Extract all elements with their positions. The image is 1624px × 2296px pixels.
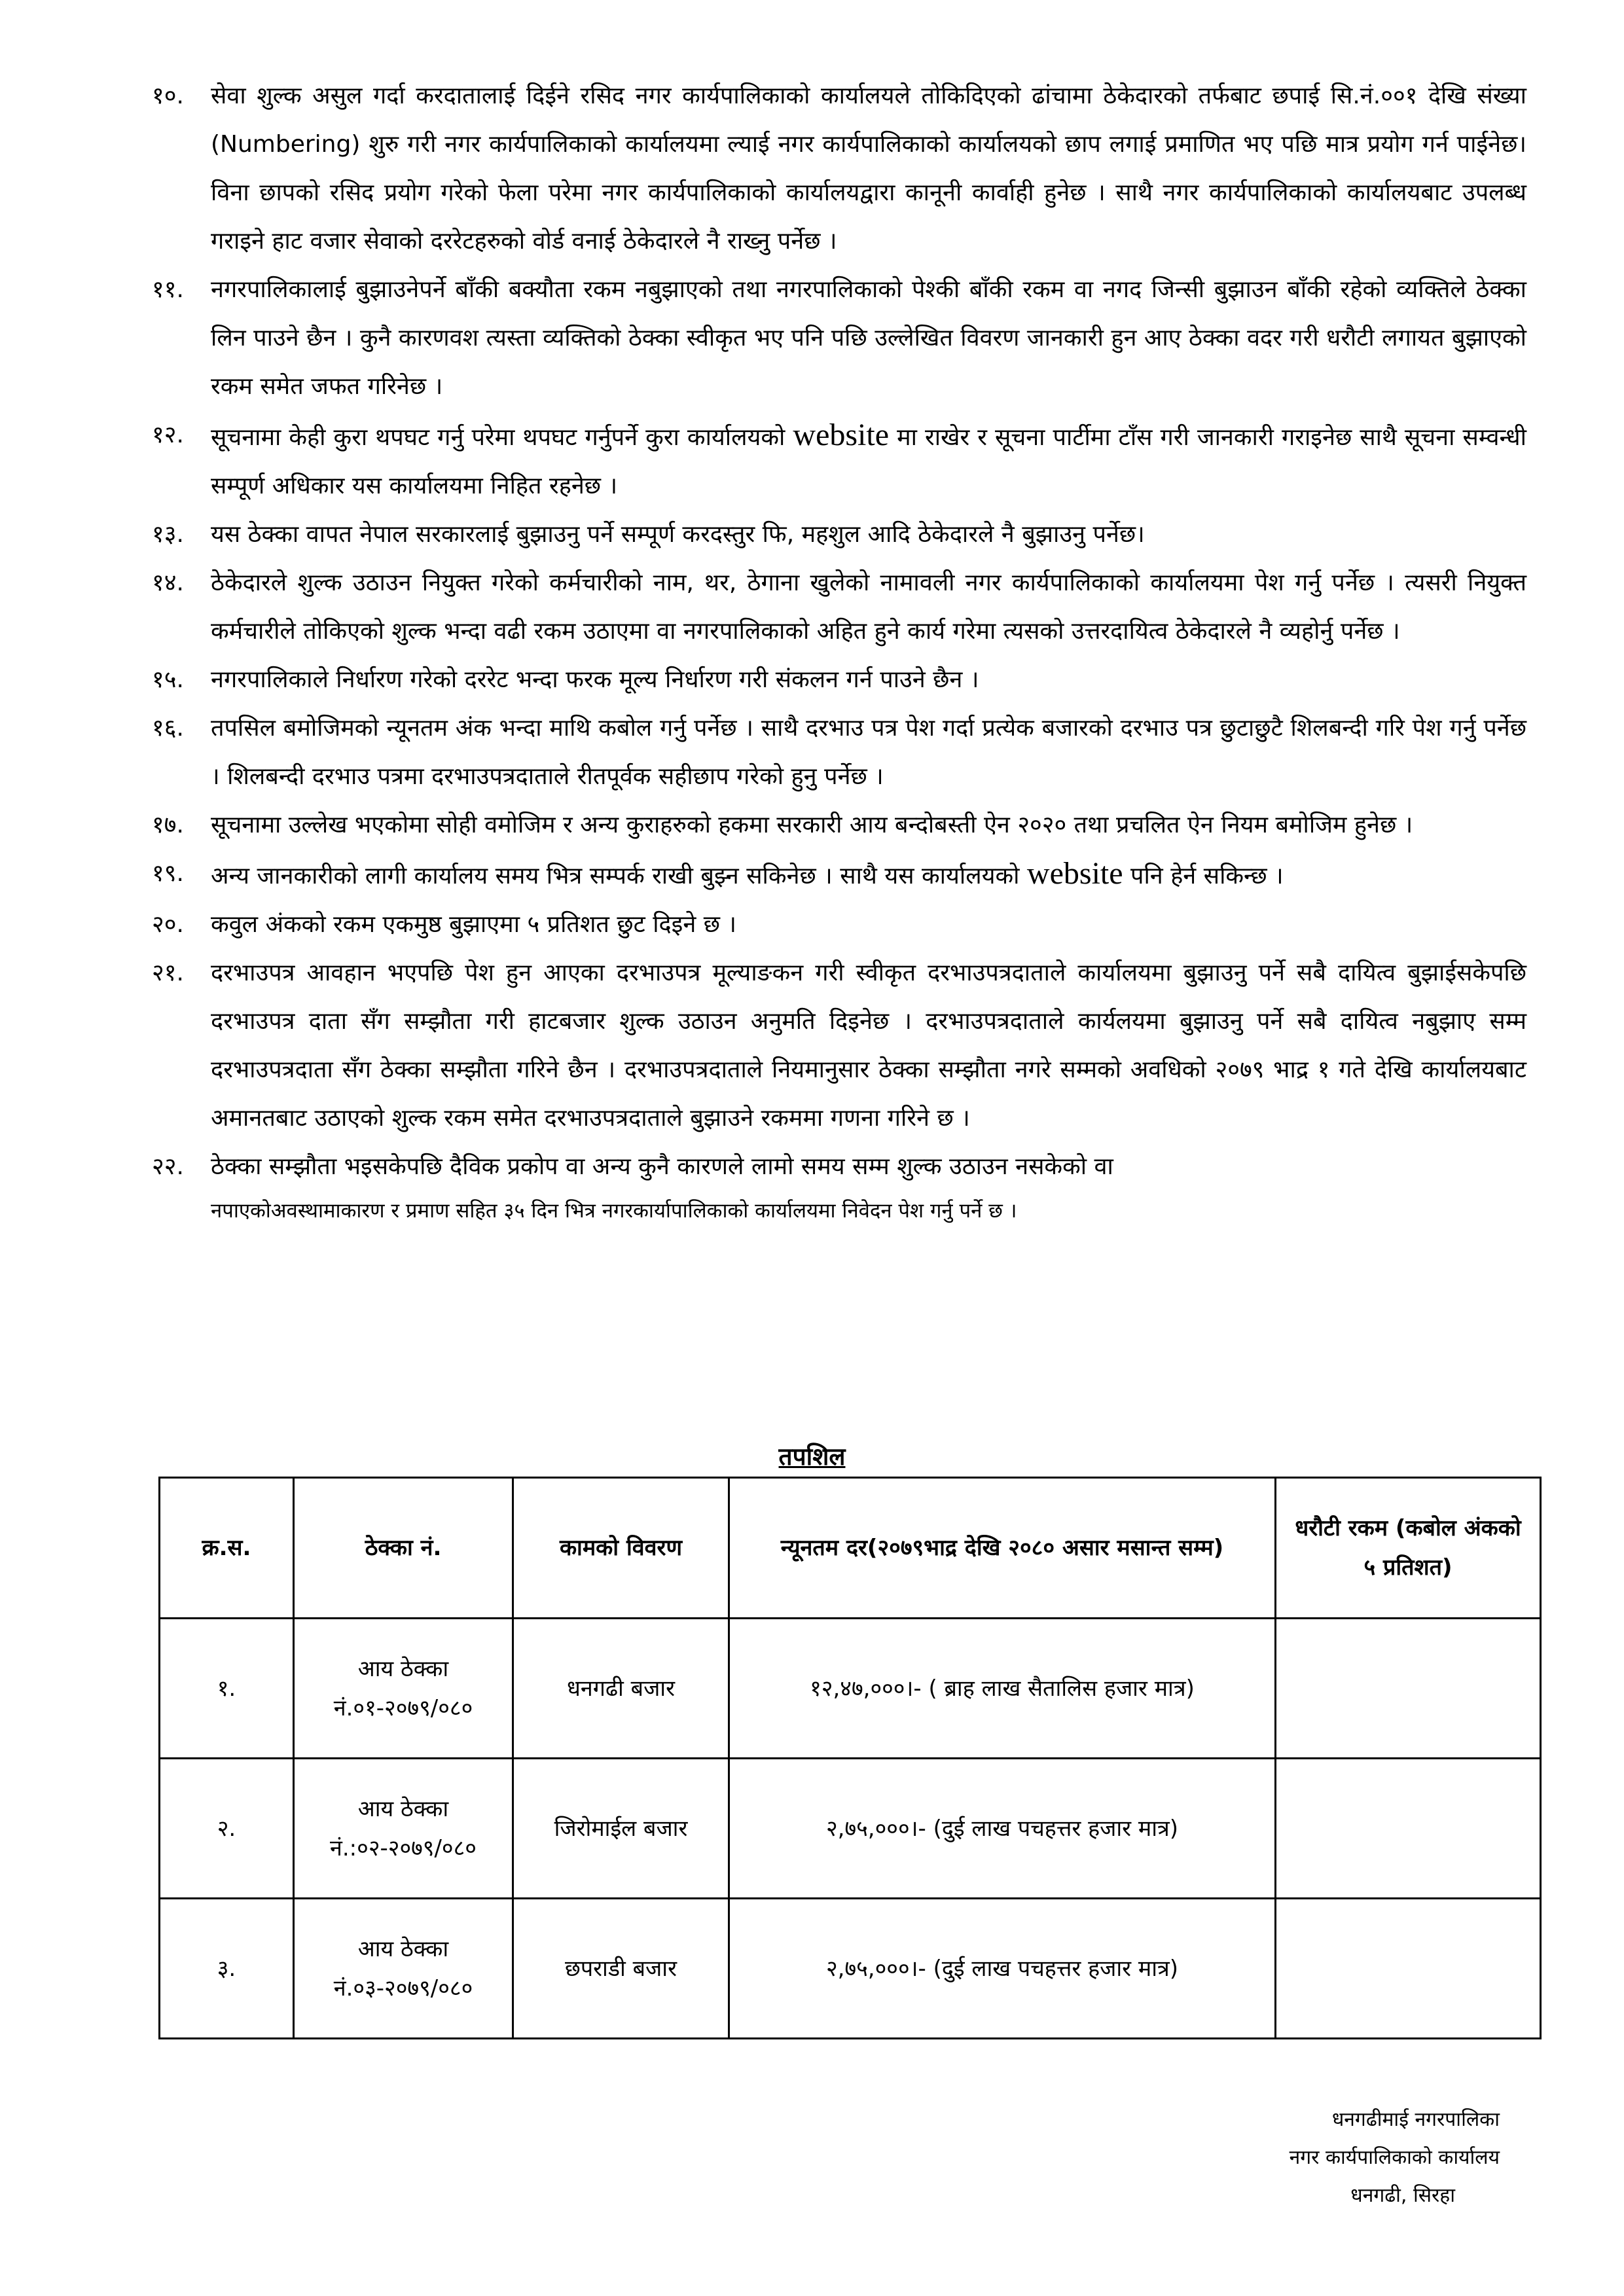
cell-work-description: जिरोमाईल बजार <box>513 1759 729 1899</box>
clause-17 <box>152 801 1526 850</box>
signature-municipality: धनगढीमाई नगरपालिका <box>1331 2108 1500 2131</box>
table-row <box>160 1759 1541 1899</box>
clause-20 <box>152 901 1526 949</box>
clause-number: १९. <box>152 860 184 887</box>
clause-11 <box>152 266 1526 411</box>
clause-text-continued: पनि हेर्न सकिन्छ । <box>1130 863 1284 889</box>
clause-text-small: नपाएकोअवस्थामाकारण र प्रमाण सहित ३५ दिन भित्र नगरकार्यापालिकाको कार्यालयमा निवेदन पेश गर्नु पर्ने छ । <box>211 1199 1017 1223</box>
clause-text: ठेक्का सम्झौता भइसकेपछि दैविक प्रकोप वा अन्य कुनै कारणले लामो समय सम्म शुल्क उठाउन नसकेको वा <box>211 1153 1113 1180</box>
clause-number: १७. <box>152 812 184 838</box>
clause-21 <box>152 949 1526 1143</box>
clause-text: नगरपालिकालाई बुझाउनेपर्ने बाँकी बक्यौता रकम नबुझाएको तथा नगरपालिकाको पेश्की बाँकी रकम वा नगद जिन्सी बुझाउन बाँकी रहेको व्यक्तिले ठेक्का लिन पाउने छैन । कुनै कारणवश त्यस्ता व्यक्तिको ठेक्का स्वीकृत भए पनि पछि उल्लेखित विवरण जानकारी हुन आए ठेक्का वदर गरी धरौटी लगायत बुझाएको रकम समेत जफत गरिनेछ । <box>211 276 1526 400</box>
clause-number: १६. <box>152 715 184 742</box>
clause-number: १२. <box>152 422 184 448</box>
cell-deposit-amount <box>1276 1899 1541 2039</box>
header-minimum-rate: न्यूनतम दर(२०७९भाद्र देखि २०८० असार मसान्त सम्म) <box>729 1478 1276 1619</box>
clause-text: सूचनामा उल्लेख भएकोमा सोही वमोजिम र अन्य कुराहरुको हकमा सरकारी आय बन्दोबस्ती ऐन २०२० तथा प्रचलित ऐन नियम बमोजिम हुनेछ । <box>211 812 1413 838</box>
clause-13 <box>152 511 1526 559</box>
header-deposit-amount: धरौटी रकम (कबोल अंकको ५ प्रतिशत) <box>1276 1478 1541 1619</box>
clause-text: सूचनामा केही कुरा थपघट गर्नु परेमा थपघट गर्नुपर्ने कुरा कार्यालयको <box>211 424 785 451</box>
signature-address: धनगढी, सिरहा <box>1350 2184 1455 2207</box>
clause-text: नगरपालिकाले निर्धारण गरेको दररेट भन्दा फरक मूल्य निर्धारण गरी संकलन गर्न पाउने छैन । <box>211 666 979 693</box>
clause-16 <box>152 704 1526 801</box>
signature-office: नगर कार्यपालिकाको कार्यालय <box>1289 2146 1500 2169</box>
table-header-row <box>160 1478 1541 1619</box>
clause-number: १५. <box>152 666 184 693</box>
header-serial: क्र.स. <box>160 1478 294 1619</box>
cell-serial: ३. <box>160 1899 294 2039</box>
clause-text: अन्य जानकारीको लागी कार्यालय समय भित्र सम्पर्क राखी बुझ्न सकिनेछ । साथै यस कार्यालयको <box>211 863 1020 889</box>
header-work-description: कामको विवरण <box>513 1478 729 1619</box>
cell-contract-no: आय ठेक्का नं.:०२-२०७९/०८० <box>294 1759 513 1899</box>
clause-15 <box>152 656 1526 704</box>
cell-minimum-rate: २,७५,०००।- (दुई लाख पचहत्तर हजार मात्र) <box>729 1899 1276 2039</box>
clause-number: १४. <box>152 569 184 596</box>
clause-12 <box>152 411 1526 511</box>
cell-deposit-amount <box>1276 1759 1541 1899</box>
clause-text: दरभाउपत्र आवहान भएपछि पेश हुन आएका दरभाउपत्र मूल्याङकन गरी स्वीकृत दरभाउपत्रदाताले कार्यालयमा बुझाउनु पर्ने सबै दायित्व बुझाईसकेपछि दरभाउपत्र दाता सँग सम्झौता गरी हाटबजार शुल्क उठाउन अनुमति दिइनेछ । दरभाउपत्रदाताले कार्यलयमा बुझाउनु पर्ने सबै दायित्व नबुझाए सम्म दरभाउपत्रदाता सँग ठेक्का सम्झौता गरिने छैन । दरभाउपत्रदाताले नियमानुसार ठेक्का सम्झौता नगरे सम्मको अवधिको २०७९ भाद्र १ गते देखि कार्यालयबाट अमानतबाट उठाएको शुल्क रकम समेत दरभाउपत्रदाताले बुझाउने रकममा गणना गरिने छ । <box>211 960 1526 1132</box>
table-row <box>160 1899 1541 2039</box>
clause-number: ११. <box>152 276 184 303</box>
clause-text: ठेकेदारले शुल्क उठाउन नियुक्त गरेको कर्मचारीको नाम, थर, ठेगाना खुलेको नामावली नगर कार्यपालिकाको कार्यालयमा पेश गर्नु पर्नेछ । त्यसरी नियुक्त कर्मचारीले तोकिएको शुल्क भन्दा वढी रकम उठाएमा वा नगरपालिकाको अहित हुने कार्य गरेमा त्यसको उत्तरदायित्व ठेकेदारले नै व्यहोर्नु पर्नेछ । <box>211 569 1526 645</box>
table-row <box>160 1619 1541 1759</box>
cell-work-description: छपराडी बजार <box>513 1899 729 2039</box>
clause-number: १०. <box>152 82 184 109</box>
clause-22 <box>152 1143 1526 1230</box>
clause-number: १३. <box>152 521 184 548</box>
website-word: website <box>1026 856 1123 891</box>
schedule-table <box>158 1477 1542 2039</box>
clause-text: कवुल अंकको रकम एकमुष्ठ बुझाएमा ५ प्रतिशत छुट दिइने छ । <box>211 911 737 938</box>
clause-text: सेवा शुल्क असुल गर्दा करदातालाई दिईने रसिद नगर कार्यपालिकाको कार्यालयले तोकिदिएको ढांचामा ठेकेदारको तर्फबाट छपाई सि.नं.००१ देखि संख्या (Numbering) शुरु गरी नगर कार्यपालिकाको कार्यालयमा ल्याई नगर कार्यपालिकाको कार्यालयको छाप लगाई प्रमाणित भए पछि मात्र प्रयोग गर्न पाईनेछ। विना छापको रसिद प्रयोग गरेको फेला परेमा नगर कार्यपालिकाको कार्यालयद्वारा कानूनी कार्वाही हुनेछ । साथै नगर कार्यपालिकाको कार्यालयबाट उपलब्ध गराइने हाट वजार सेवाको दररेटहरुको वोर्ड वनाई ठेकेदारले नै राख्नु पर्नेछ । <box>211 82 1527 255</box>
clause-text: तपसिल बमोजिमको न्यूनतम अंक भन्दा माथि कबोल गर्नु पर्नेछ । साथै दरभाउ पत्र पेश गर्दा प्रत्येक बजारको दरभाउ पत्र छुटाछुटै शिलबन्दी गरि पेश गर्नु पर्नेछ । शिलबन्दी दरभाउ पत्रमा दरभाउपत्रदाताले रीतपूर्वक सहीछाप गरेको हुनु पर्नेछ । <box>211 715 1526 790</box>
clause-number: २०. <box>152 911 184 938</box>
cell-contract-no: आय ठेक्का नं.०१-२०७९/०८० <box>294 1619 513 1759</box>
clause-text: यस ठेक्का वापत नेपाल सरकारलाई बुझाउनु पर्ने सम्पूर्ण करदस्तुर फि, महशुल आदि ठेकेदारले नै बुझाउनु पर्नेछ। <box>211 521 1145 548</box>
cell-minimum-rate: २,७५,०००।- (दुई लाख पचहत्तर हजार मात्र) <box>729 1759 1276 1899</box>
header-contract-no: ठेक्का नं. <box>294 1478 513 1619</box>
signature-block <box>1290 2101 1500 2215</box>
clause-number: २२. <box>152 1153 184 1180</box>
clause-19 <box>152 850 1526 901</box>
clause-14 <box>152 559 1526 656</box>
clause-list <box>152 72 1526 1230</box>
cell-serial: १. <box>160 1619 294 1759</box>
cell-serial: २. <box>160 1759 294 1899</box>
schedule-title: तपशिल <box>778 1443 846 1471</box>
clause-number: २१. <box>152 960 184 986</box>
clause-10 <box>152 72 1526 266</box>
clause-text-continued: मा राखेर र सूचना पार्टीमा टाँस गरी जानकारी गराइनेछ साथै सूचना सम्वन्धी सम्पूर्ण अधिकार यस कार्यालयमा निहित रहनेछ । <box>211 424 1526 499</box>
website-word: website <box>793 418 890 452</box>
cell-contract-no: आय ठेक्का नं.०३-२०७९/०८० <box>294 1899 513 2039</box>
cell-deposit-amount <box>1276 1619 1541 1759</box>
cell-minimum-rate: १२,४७,०००।- ( ब्राह लाख सैतालिस हजार मात्र) <box>729 1619 1276 1759</box>
cell-work-description: धनगढी बजार <box>513 1619 729 1759</box>
